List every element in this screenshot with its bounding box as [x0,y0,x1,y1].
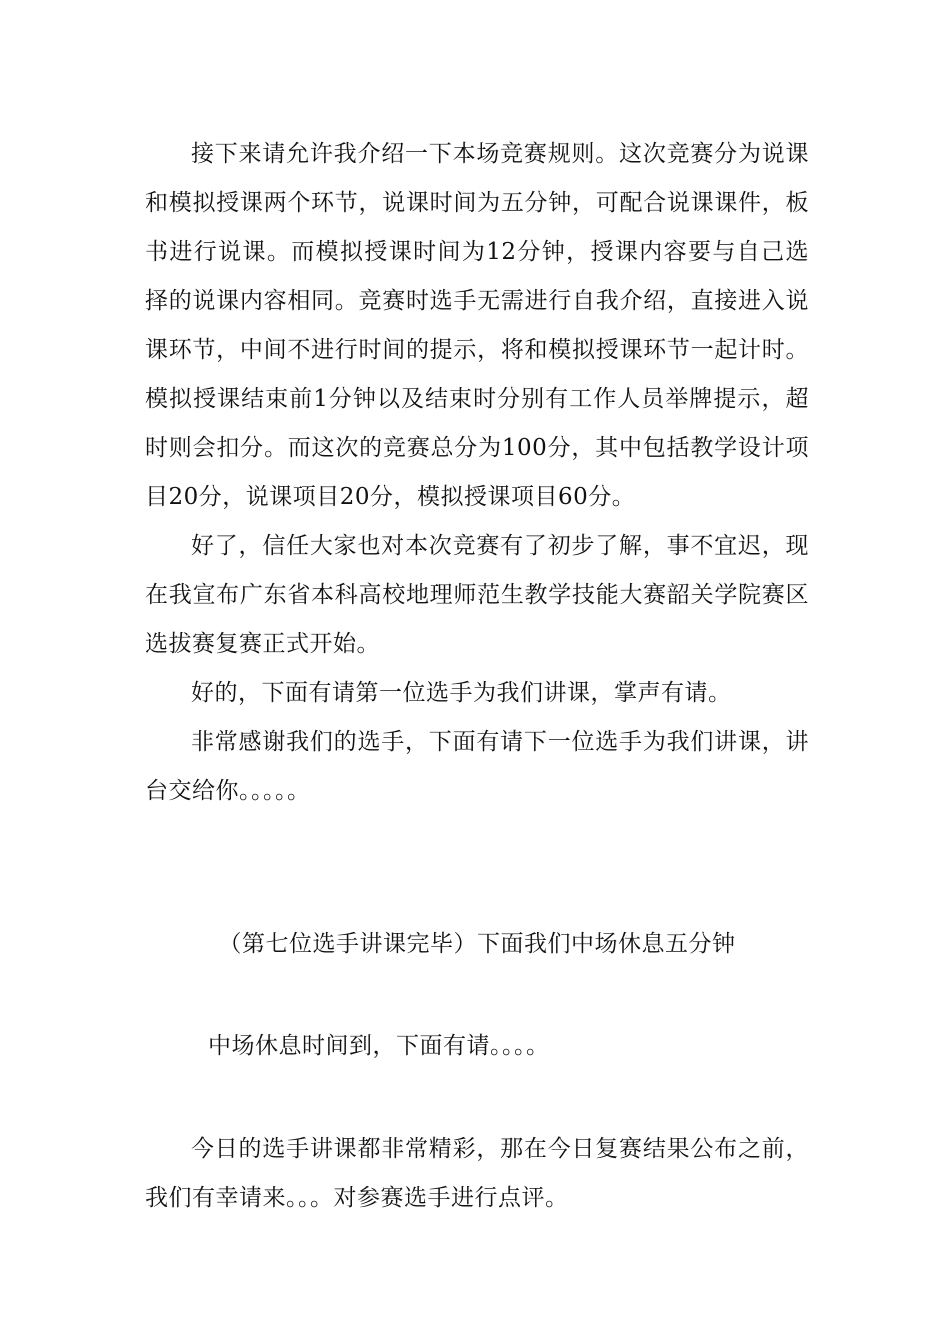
paragraph-next-contestant: 非常感谢我们的选手，下面有请下一位选手为我们讲课，讲台交给你。。。。。 [145,729,809,804]
paragraph-first-contestant: 好的，下面有请第一位选手为我们讲课，掌声有请。 [191,680,732,706]
break-announcement: （第七位选手讲课完毕）下面我们中场休息五分钟 [218,931,736,957]
resume-announcement: 中场休息时间到，下面有请。。。。 [208,1033,550,1059]
paragraph-start: 好了，信任大家也对本次竞赛有了初步了解，事不宜迟，现在我宣布广东省本科高校地理师范生教学技能大赛韶关学院赛区选拔赛复赛正式开始。 [145,533,809,657]
main-text-block [145,130,809,816]
paragraph-rules: 接下来请允许我介绍一下本场竞赛规则。这次竞赛分为说课和模拟授课两个环节，说课时间为五分钟，可配合说课课件，板书进行说课。而模拟授课时间为12分钟，授课内容要与自己选择的说课内容相同。竞赛时选手无需进行自我介绍，直接进入说课环节，中间不进行时间的提示，将和模拟授课环节一起计时。模拟授课结束前1分钟以及结束时分别有工作人员举牌提示，超时则会扣分。而这次的竞赛总分为100分，其中包括教学设计项目20分，说课项目20分，模拟授课项目60分。 [145,141,809,510]
paragraph-closing: 今日的选手讲课都非常精彩，那在今日复赛结果公布之前，我们有幸请来。。。对参赛选手进行点评。 [145,1136,809,1211]
closing-text-block [145,1125,809,1223]
